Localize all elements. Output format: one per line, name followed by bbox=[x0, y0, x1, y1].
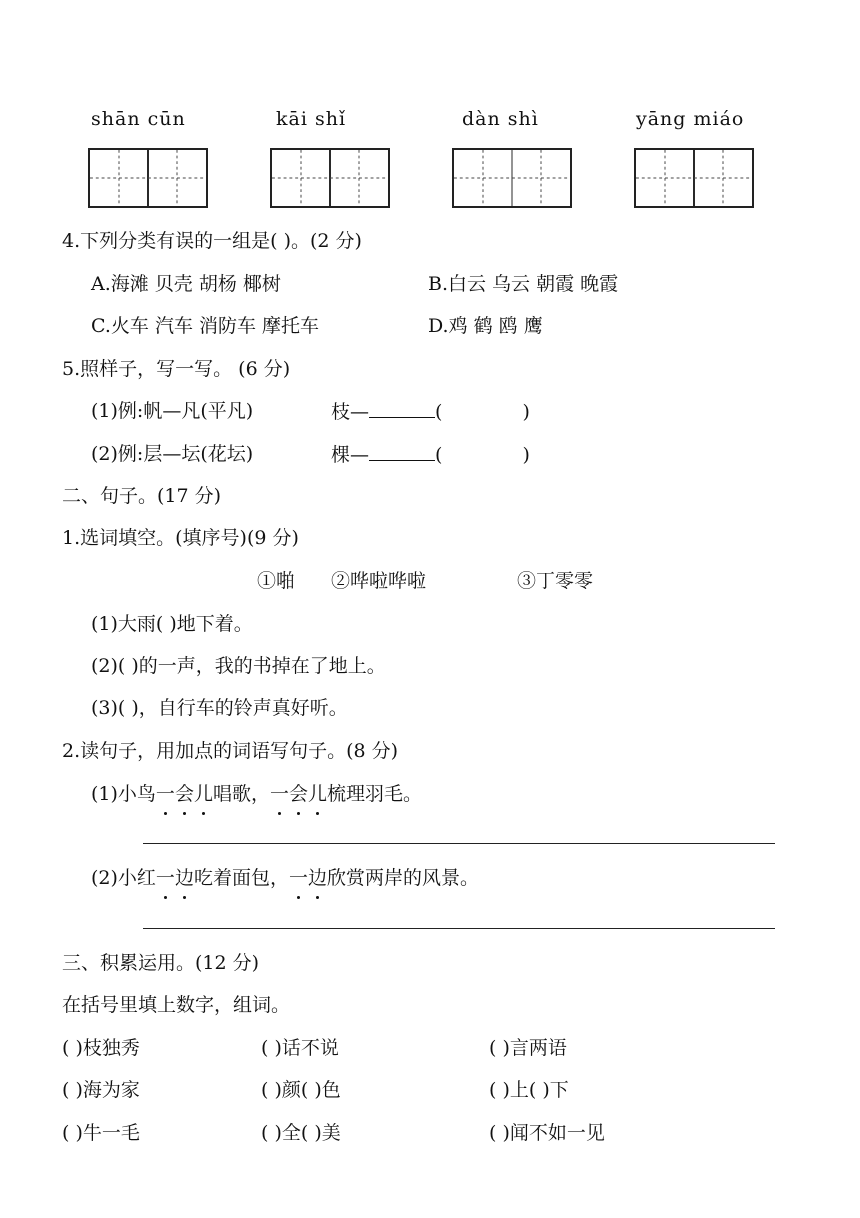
section2-title: 二、句子。(17 分) bbox=[62, 485, 222, 507]
read-1-dotted-1 bbox=[156, 783, 213, 805]
read-1-dotted-2 bbox=[270, 783, 327, 805]
fill-sentence-2[interactable]: (2)( )的一声，我的书掉在了地上。 bbox=[91, 655, 386, 677]
fill-sentence-1[interactable]: (1)大雨( )地下着。 bbox=[91, 613, 253, 635]
q5-example-1: (1)例:帆—凡(平凡) bbox=[91, 400, 254, 422]
writing-grid-1[interactable] bbox=[88, 148, 208, 208]
pinyin-1: shān cūn bbox=[91, 108, 186, 130]
dotted-char: 儿 bbox=[193, 783, 213, 805]
dotted-char: 一 bbox=[155, 783, 175, 805]
idiom-2[interactable]: ( )话不说 bbox=[261, 1037, 339, 1059]
writing-grid-3[interactable] bbox=[452, 148, 572, 208]
read-1-pre: (1)小鸟 bbox=[91, 783, 156, 805]
dotted-char: 会 bbox=[289, 783, 309, 805]
pinyin-3: dàn shì bbox=[462, 108, 539, 130]
q4-title: 4.下列分类有误的一组是( )。(2 分) bbox=[62, 230, 362, 252]
idiom-5[interactable]: ( )颜( )色 bbox=[261, 1079, 341, 1101]
q5-item-1-blank[interactable] bbox=[369, 399, 435, 418]
fill-sentence-3[interactable]: (3)( )，自行车的铃声真好听。 bbox=[91, 697, 348, 719]
q5-title: 5.照样子，写一写。 (6 分) bbox=[62, 358, 291, 380]
section3-instruction: 在括号里填上数字，组词。 bbox=[62, 994, 291, 1016]
read-2-dotted-1 bbox=[156, 867, 194, 889]
q5-item-1-paren-close: ) bbox=[522, 401, 530, 423]
dotted-char: 一 bbox=[155, 867, 175, 889]
q5-item-1[interactable] bbox=[331, 399, 530, 424]
dotted-char: 一 bbox=[288, 867, 308, 889]
idiom-9[interactable]: ( )闻不如一见 bbox=[489, 1122, 605, 1144]
q4-option-a[interactable]: A.海滩 贝壳 胡杨 椰树 bbox=[91, 273, 281, 295]
choice-2: ②哗啦哗啦 bbox=[331, 570, 427, 592]
q5-item-2[interactable] bbox=[331, 442, 530, 467]
pinyin-2: kāi shǐ bbox=[276, 108, 347, 130]
idiom-7[interactable]: ( )牛一毛 bbox=[62, 1122, 140, 1144]
read-2-pre: (2)小红 bbox=[91, 867, 156, 889]
dotted-char: 会 bbox=[174, 783, 194, 805]
pinyin-4: yāng miáo bbox=[636, 108, 745, 130]
q5-item-2-word: 棵— bbox=[331, 444, 370, 466]
q5-example-2: (2)例:层—坛(花坛) bbox=[91, 443, 254, 465]
read-2-post: 欣赏两岸的风景。 bbox=[327, 867, 480, 889]
q5-item-2-blank[interactable] bbox=[369, 442, 435, 461]
writing-grid-2[interactable] bbox=[270, 148, 390, 208]
choice-3: ③丁零零 bbox=[517, 570, 594, 592]
q4-option-b[interactable]: B.白云 乌云 朝霞 晚霞 bbox=[428, 273, 619, 295]
q5-item-1-paren-open: ( bbox=[435, 401, 443, 423]
read-sentence-2 bbox=[91, 866, 479, 890]
answer-line-1[interactable] bbox=[143, 843, 775, 844]
read-1-mid: 唱歌， bbox=[212, 783, 270, 805]
choice-1: ①啪 bbox=[257, 570, 296, 592]
q5-item-2-paren-close: ) bbox=[522, 444, 530, 466]
idiom-8[interactable]: ( )全( )美 bbox=[261, 1122, 341, 1144]
answer-line-2[interactable] bbox=[143, 928, 775, 929]
q5-item-1-word: 枝— bbox=[331, 401, 370, 423]
idiom-1[interactable]: ( )枝独秀 bbox=[62, 1037, 140, 1059]
dotted-char: 一 bbox=[269, 783, 289, 805]
idiom-6[interactable]: ( )上( )下 bbox=[489, 1079, 569, 1101]
section2-q1-title: 1.选词填空。(填序号)(9 分) bbox=[62, 527, 299, 549]
q4-option-d[interactable]: D.鸡 鹤 鸥 鹰 bbox=[428, 315, 543, 337]
dotted-char: 边 bbox=[174, 867, 194, 889]
dotted-char: 儿 bbox=[308, 783, 328, 805]
q4-option-c[interactable]: C.火车 汽车 消防车 摩托车 bbox=[91, 315, 320, 337]
q5-item-2-paren-open: ( bbox=[435, 444, 443, 466]
idiom-3[interactable]: ( )言两语 bbox=[489, 1037, 567, 1059]
read-2-dotted-2 bbox=[289, 867, 327, 889]
read-sentence-1 bbox=[91, 782, 422, 806]
read-2-mid: 吃着面包， bbox=[193, 867, 289, 889]
section3-title: 三、积累运用。(12 分) bbox=[62, 952, 260, 974]
dotted-char: 边 bbox=[307, 867, 327, 889]
idiom-4[interactable]: ( )海为家 bbox=[62, 1079, 140, 1101]
section2-q2-title: 2.读句子，用加点的词语写句子。(8 分) bbox=[62, 740, 399, 762]
read-1-post: 梳理羽毛。 bbox=[327, 783, 423, 805]
writing-grid-4[interactable] bbox=[634, 148, 754, 208]
